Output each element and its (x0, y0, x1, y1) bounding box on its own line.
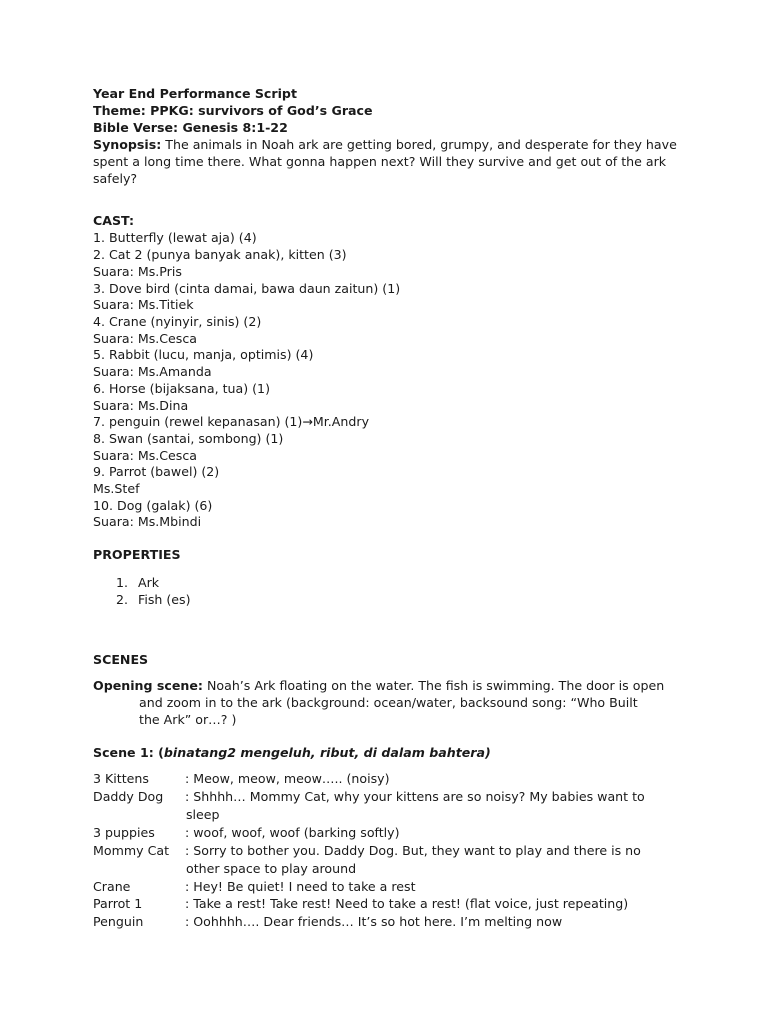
cast-line: Suara: Ms.Pris (93, 264, 182, 279)
dialogue-speaker: Parrot 1 (93, 896, 143, 911)
cast-line: 5. Rabbit (lucu, manja, optimis) (4) (93, 347, 314, 362)
opening-scene-line1: Opening scene: Noah’s Ark floating on the water. The fish is swimming. The door is open (93, 678, 665, 693)
theme-line: Theme: PPKG: survivors of God’s Grace (93, 103, 373, 118)
cast-line-penguin (93, 414, 683, 431)
arrow-right-icon: → (302, 414, 313, 429)
property-item: 1. Ark (116, 575, 160, 590)
dialogue-speaker: 3 puppies (93, 825, 155, 840)
dialogue-text: : Shhhh… Mommy Cat, why your kittens are so noisy? My babies want to (185, 789, 645, 804)
cast-line: 9. Parrot (bawel) (2) (93, 464, 220, 479)
doc-title: Year End Performance Script (93, 86, 297, 101)
dialogue-text: : woof, woof, woof (barking softly) (185, 825, 400, 840)
synopsis-text: The animals in Noah ark are getting bored, grumpy, and desperate for they have spent a long time there. What gonna happen next? Will they survive and get out of the ark safely? (93, 137, 677, 186)
cast-line: Suara: Ms.Mbindi (93, 514, 202, 529)
synopsis-label: Synopsis: (93, 137, 162, 152)
cast-line: 6. Horse (bijaksana, tua) (1) (93, 381, 270, 396)
cast-line: Suara: Ms.Amanda (93, 364, 212, 379)
dialogue-text: : Meow, meow, meow….. (noisy) (185, 771, 390, 786)
dialogue-speaker: Mommy Cat (93, 843, 170, 858)
penguin-voice: Mr.Andry (312, 414, 370, 429)
cast-line: Suara: Ms.Titiek (93, 297, 194, 312)
cast-line: Suara: Ms.Cesca (93, 331, 198, 346)
dialogue-text: other space to play around (186, 861, 357, 876)
opening-scene-line3: the Ark” or…? ) (139, 712, 237, 727)
cast-heading: CAST: (93, 213, 134, 228)
cast-line: Ms.Stef (93, 481, 140, 496)
cast-line: 1. Butterfly (lewat aja) (4) (93, 230, 257, 245)
opening-scene-line2: and zoom in to the ark (background: ocean/water, backsound song: “Who Built (139, 695, 638, 710)
cast-line: Suara: Ms.Dina (93, 398, 189, 413)
dialogue-speaker: 3 Kittens (93, 771, 149, 786)
cast-line: 7. penguin (rewel kepanasan) (1) (93, 414, 303, 429)
dialogue-text: : Oohhhh…. Dear friends… It’s so hot here. I’m melting now (185, 914, 563, 929)
bible-verse-line: Bible Verse: Genesis 8:1-22 (93, 120, 288, 135)
scene1-heading: Scene 1: (binatang2 mengeluh, ribut, di dalam bahtera) (93, 745, 491, 760)
cast-line: Suara: Ms.Cesca (93, 448, 198, 463)
properties-heading: PROPERTIES (93, 547, 181, 562)
cast-line: 3. Dove bird (cinta damai, bawa daun zaitun) (1) (93, 281, 401, 296)
dialogue-speaker: Crane (93, 879, 131, 894)
synopsis (93, 137, 683, 187)
dialogue-text: : Sorry to bother you. Daddy Dog. But, they want to play and there is no (185, 843, 641, 858)
dialogue-speaker: Daddy Dog (93, 789, 164, 804)
cast-line: 2. Cat 2 (punya banyak anak), kitten (3) (93, 247, 347, 262)
dialogue-text: sleep (186, 807, 220, 822)
property-item: 2. Fish (es) (116, 592, 191, 607)
scenes-heading: SCENES (93, 652, 149, 667)
cast-line: 10. Dog (galak) (6) (93, 498, 213, 513)
dialogue-text: : Take a rest! Take rest! Need to take a rest! (flat voice, just repeating) (185, 896, 629, 911)
dialogue-speaker: Penguin (93, 914, 144, 929)
dialogue-text: : Hey! Be quiet! I need to take a rest (185, 879, 416, 894)
cast-line: 8. Swan (santai, sombong) (1) (93, 431, 284, 446)
cast-line: 4. Crane (nyinyir, sinis) (2) (93, 314, 262, 329)
